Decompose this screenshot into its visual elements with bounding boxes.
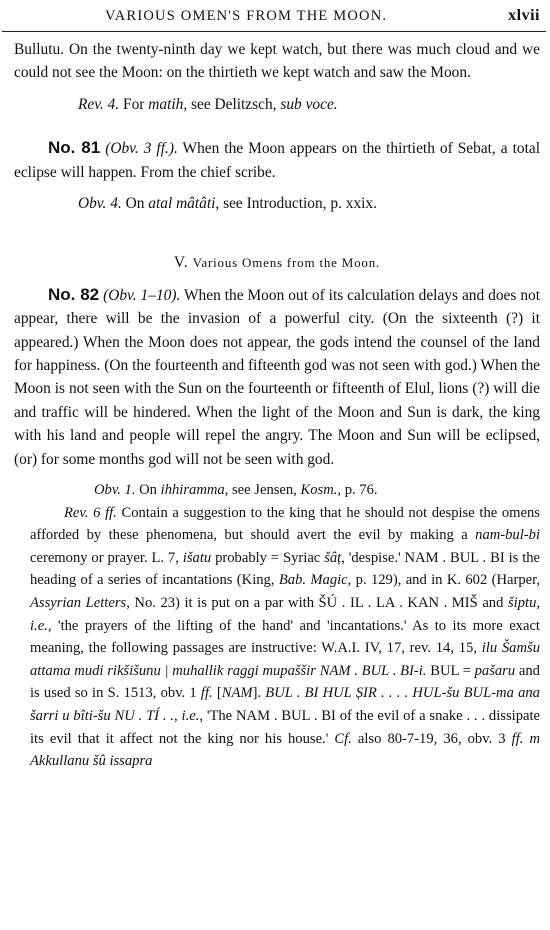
- header-rule: [2, 31, 546, 32]
- note-rev-6: Rev. 6 ff. Contain a suggestion to the king that he should not despise the omens afforded by these phenomena, but should avert the evil by making a nam-bul-bi ceremony or prayer. L. 7, išatu probably = Syriac šâț, 'despise.' NAM . BUL . BI is the heading of a series of incantations (King, Bab. Magic, p. 129), and in K. 602 (Harper, Assyrian Letters, No. 23) it is put on a par with ŠÚ . IL . LA . KAN . MIŠ and šiptu, i.e., 'the prayers of the lifting of the hand' and 'incantations.' As to its more exact meaning, the following passages are instructive: W.A.I. IV, 17, rev. 14, 15, ilu Šamšu attama mudi rikšišunu | muhallik raggi mupaššir NAM . BUL . BI-i. BUL = pašaru and is used so in S. 1513, obv. 1 ff. [NAM]. BUL . BI HUL ȘIR . . . . HUL-šu BUL-ma ana šarri u bîti-šu NU . TÍ . ., i.e., 'The NAM . BUL . BI of the evil of a snake . . . dissipate its evil that it affect not the king nor his house.' Cf. also 80-7-19, 36, obv. 3 ff. m Akkullanu šû issapra: [30, 504, 541, 770]
- note-rev-4: Rev. 4. For matih, see Delitzsch, sub voce.: [78, 95, 338, 113]
- entry-text: When the Moon out of its calculation delays and does not appear, there will be the invasion of a powerful city. (On the sixteenth (?) it appeared.) When the Moon does not appear, the gods intend the counsel of the land for happiness. (On the fourteenth and fifteenth god was not seen with god.) When the Moon is not seen with the Sun on the fourteenth or fifteenth of Elul, lions (?) will die and traffic will be hindered. When the light of the Moon and Sun is dark, the king with his land and people will repel the angry. The Moon and Sun will be eclipsed, (or) for some months god will not be seen with god.: [14, 286, 540, 468]
- entry-ref: (Obv. 1–10).: [103, 286, 181, 304]
- entry-no-81: [14, 136, 540, 184]
- page-body: [14, 38, 540, 773]
- note-obv-4: Obv. 4. On atal mâtâti, see Introduction, p. xxix.: [78, 195, 377, 213]
- note-term: matih: [148, 95, 184, 113]
- section-title: Various Omens from the Moon.: [192, 255, 381, 271]
- note-ref: Rev. 4.: [78, 95, 120, 113]
- running-header: [0, 4, 550, 30]
- note-ref: Obv. 1.: [94, 482, 136, 499]
- note-source: sub voce.: [280, 95, 338, 113]
- entry-ref: (Obv. 3 ff.).: [105, 140, 178, 158]
- entry-label: No. 81: [48, 138, 101, 158]
- page-number: xlvii: [508, 7, 540, 24]
- note-source: Kosm.: [300, 482, 338, 499]
- section-heading: [14, 251, 540, 274]
- note-ref: Rev. 6 ff.: [64, 504, 117, 521]
- entry-no-82: [14, 283, 540, 471]
- entry-label: No. 82: [48, 284, 100, 304]
- notes-block: [30, 479, 540, 773]
- running-title: VARIOUS OMEN'S FROM THE MOON.: [105, 8, 388, 24]
- paragraph-continuation: Bullutu. On the twenty-ninth day we kept watch, but there was much cloud and we could not see the Moon: on the thirtieth we kept watch and saw the Moon.: [14, 41, 540, 82]
- note-term: atal mâtâti: [148, 195, 216, 213]
- entry-text: When the Moon appears on the thirtieth of Sebat, a total eclipse will happen. From the chief scribe.: [14, 140, 540, 181]
- note-term: ihhiramma: [160, 482, 225, 499]
- note-obv-1: Obv. 1. On ihhiramma, see Jensen, Kosm., p. 76.: [94, 482, 378, 499]
- note-ref: Obv. 4.: [78, 195, 122, 213]
- section-numeral: V.: [173, 254, 189, 272]
